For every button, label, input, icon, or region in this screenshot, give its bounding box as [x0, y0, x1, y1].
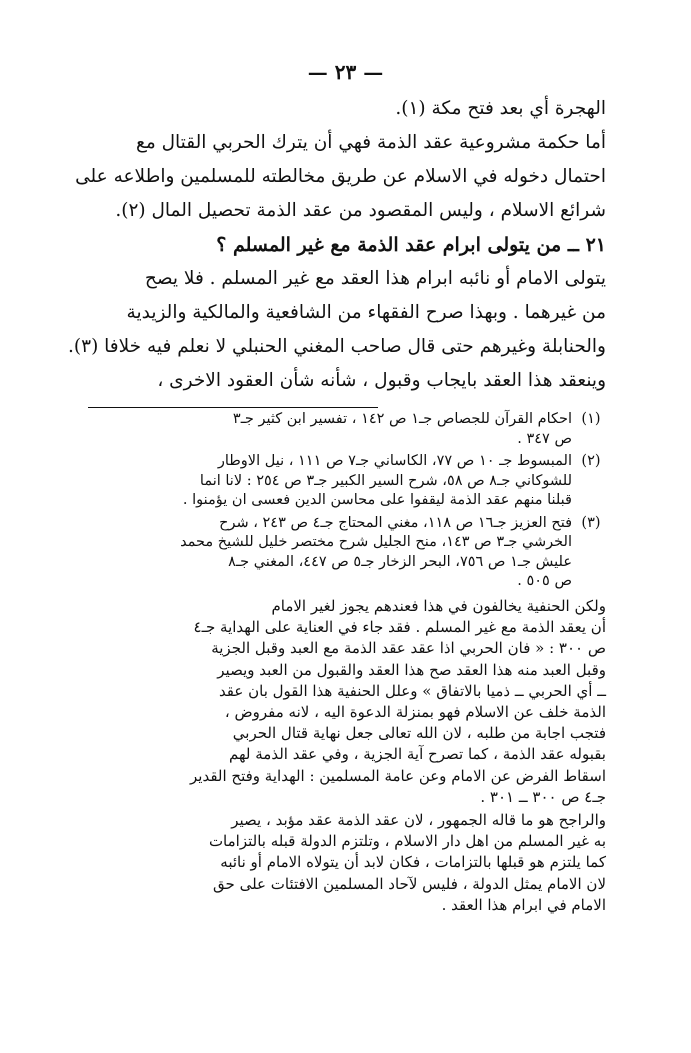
footnote-3 — [86, 514, 606, 592]
commentary-line: فتجب اجابة من طلبه ، لان الله تعالى جعل نهاية قتال الحربي — [232, 724, 606, 743]
commentary-line: جـ٤ ص ٣٠٠ ــ ٣٠١ . — [480, 787, 606, 806]
commentary-line: كما يلتزم هو قبلها بالتزامات ، فكان لابد أن يتولاه الامام أو نائبه — [220, 853, 606, 872]
page-number: — ٢٣ — — [307, 60, 384, 84]
footnote-line: المبسوط جـ ١٠ ص ٧٧، الكاساني جـ٧ ص ١١١ ، نيل الاوطار — [217, 453, 572, 469]
main-line: يتولى الامام أو نائبه ابرام هذا العقد مع غير المسلم . فلا يصح — [144, 268, 606, 289]
footnote-1 — [86, 410, 606, 449]
commentary-line: الامام في ابرام هذا العقد . — [441, 895, 606, 914]
footnote-divider — [88, 407, 378, 408]
main-text — [68, 92, 606, 398]
commentary-line: ــ أي الحربي ــ ذميا بالاتفاق » وعلل الحنفية هذا القول بان عقد — [218, 681, 606, 700]
footnote-line: احكام القرآن للجصاص جـ١ ص ١٤٢ ، تفسير ابن كثير جـ٣ — [232, 411, 572, 427]
footnote-2 — [86, 452, 606, 511]
commentary-line: أن يعقد الذمة مع غير المسلم . فقد جاء في العناية على الهداية جـ٤ — [193, 618, 606, 637]
commentary-line: به غير المسلم من اهل دار الاسلام ، وتلتزم الدولة قبله بالتزامات — [208, 832, 606, 851]
commentary-line: اسقاط الفرض عن الامام وعن عامة المسلمين : الهداية وفتح القدير — [190, 766, 606, 785]
commentary-line: ص ٣٠٠ : « فان الحربي اذا عقد عقد الذمة مع العبد وقبل الجزية — [211, 639, 606, 658]
main-line: من غيرهما . وبهذا صرح الفقهاء من الشافعية والمالكية والزيدية — [126, 302, 606, 323]
main-line: وينعقد هذا العقد بايجاب وقبول ، شأنه شأن العقود الاخرى ، — [157, 370, 606, 391]
commentary-paragraph-2 — [86, 810, 606, 916]
main-line: أما حكمة مشروعية عقد الذمة فهي أن يترك الحربي القتال مع — [135, 132, 606, 153]
main-line: الهجرة أي بعد فتح مكة (١). — [395, 98, 606, 119]
section-heading: ٢١ ــ من يتولى ابرام عقد الذمة مع غير المسلم ؟ — [216, 234, 606, 256]
footnote-number: (٢) — [581, 453, 601, 469]
footnotes — [86, 410, 606, 595]
commentary-line: وقبل العبد منه هذا العقد صح هذا العقد والقبول من العبد ويصير — [217, 660, 606, 679]
footnote-line: فتح العزيز جـ١٦ ص ١١٨، مغني المحتاج جـ٤ ص ٢٤٣ ، شرح — [219, 514, 572, 531]
commentary-paragraph-1 — [86, 596, 606, 808]
commentary-line: الذمة خلف عن الاسلام فهو بمنزلة الدعوة اليه ، لانه مفروض ، — [224, 703, 606, 722]
footnote-line: الخرشي جـ٣ ص ١٤٣، منح الجليل شرح مختصر خليل للشيخ محمد — [180, 534, 572, 550]
commentary-line: لان الامام يمثل الدولة ، فليس لآحاد المسلمين الافتئات على حق — [213, 874, 606, 893]
footnote-line: للشوكاني جـ٨ ص ٥٨، شرح السير الكبير جـ٣ ص ٢٥٤ : لانا انما — [199, 472, 572, 489]
footnote-line: ص ٣٤٧ . — [517, 430, 572, 447]
footnote-line: ص ٥٠٥ . — [517, 573, 572, 589]
commentary-line: بقبوله عقد الذمة ، كما تصرح آية الجزية ، وفي عقد الذمة لهم — [229, 745, 606, 764]
commentary-line: ولكن الحنفية يخالفون في هذا فعندهم يجوز لغير الامام — [271, 597, 606, 615]
commentary-line: والراجح هو ما قاله الجمهور ، لان عقد الذمة عقد مؤبد ، يصير — [231, 811, 606, 830]
footnote-number: (١) — [581, 411, 601, 427]
main-line: شرائع الاسلام ، وليس المقصود من عقد الذمة تحصيل المال (٢). — [115, 200, 606, 221]
footnote-number: (٣) — [581, 514, 601, 531]
footnote-commentary — [86, 596, 606, 916]
main-line: احتمال دخوله في الاسلام عن طريق مخالطته للمسلمين واطلاعه على — [75, 166, 606, 187]
footnote-line: عليش جـ١ ص ٧٥٦، البحر الزخار جـ٥ ص ٤٤٧، المغني جـ٨ — [228, 553, 572, 570]
main-line: والحنابلة وغيرهم حتى قال صاحب المغني الحنبلي لا نعلم فيه خلافا (٣). — [68, 336, 606, 357]
footnote-line: قبلنا منهم عقد الذمة ليقفوا على محاسن الدين فعسى ان يؤمنوا . — [182, 492, 572, 508]
